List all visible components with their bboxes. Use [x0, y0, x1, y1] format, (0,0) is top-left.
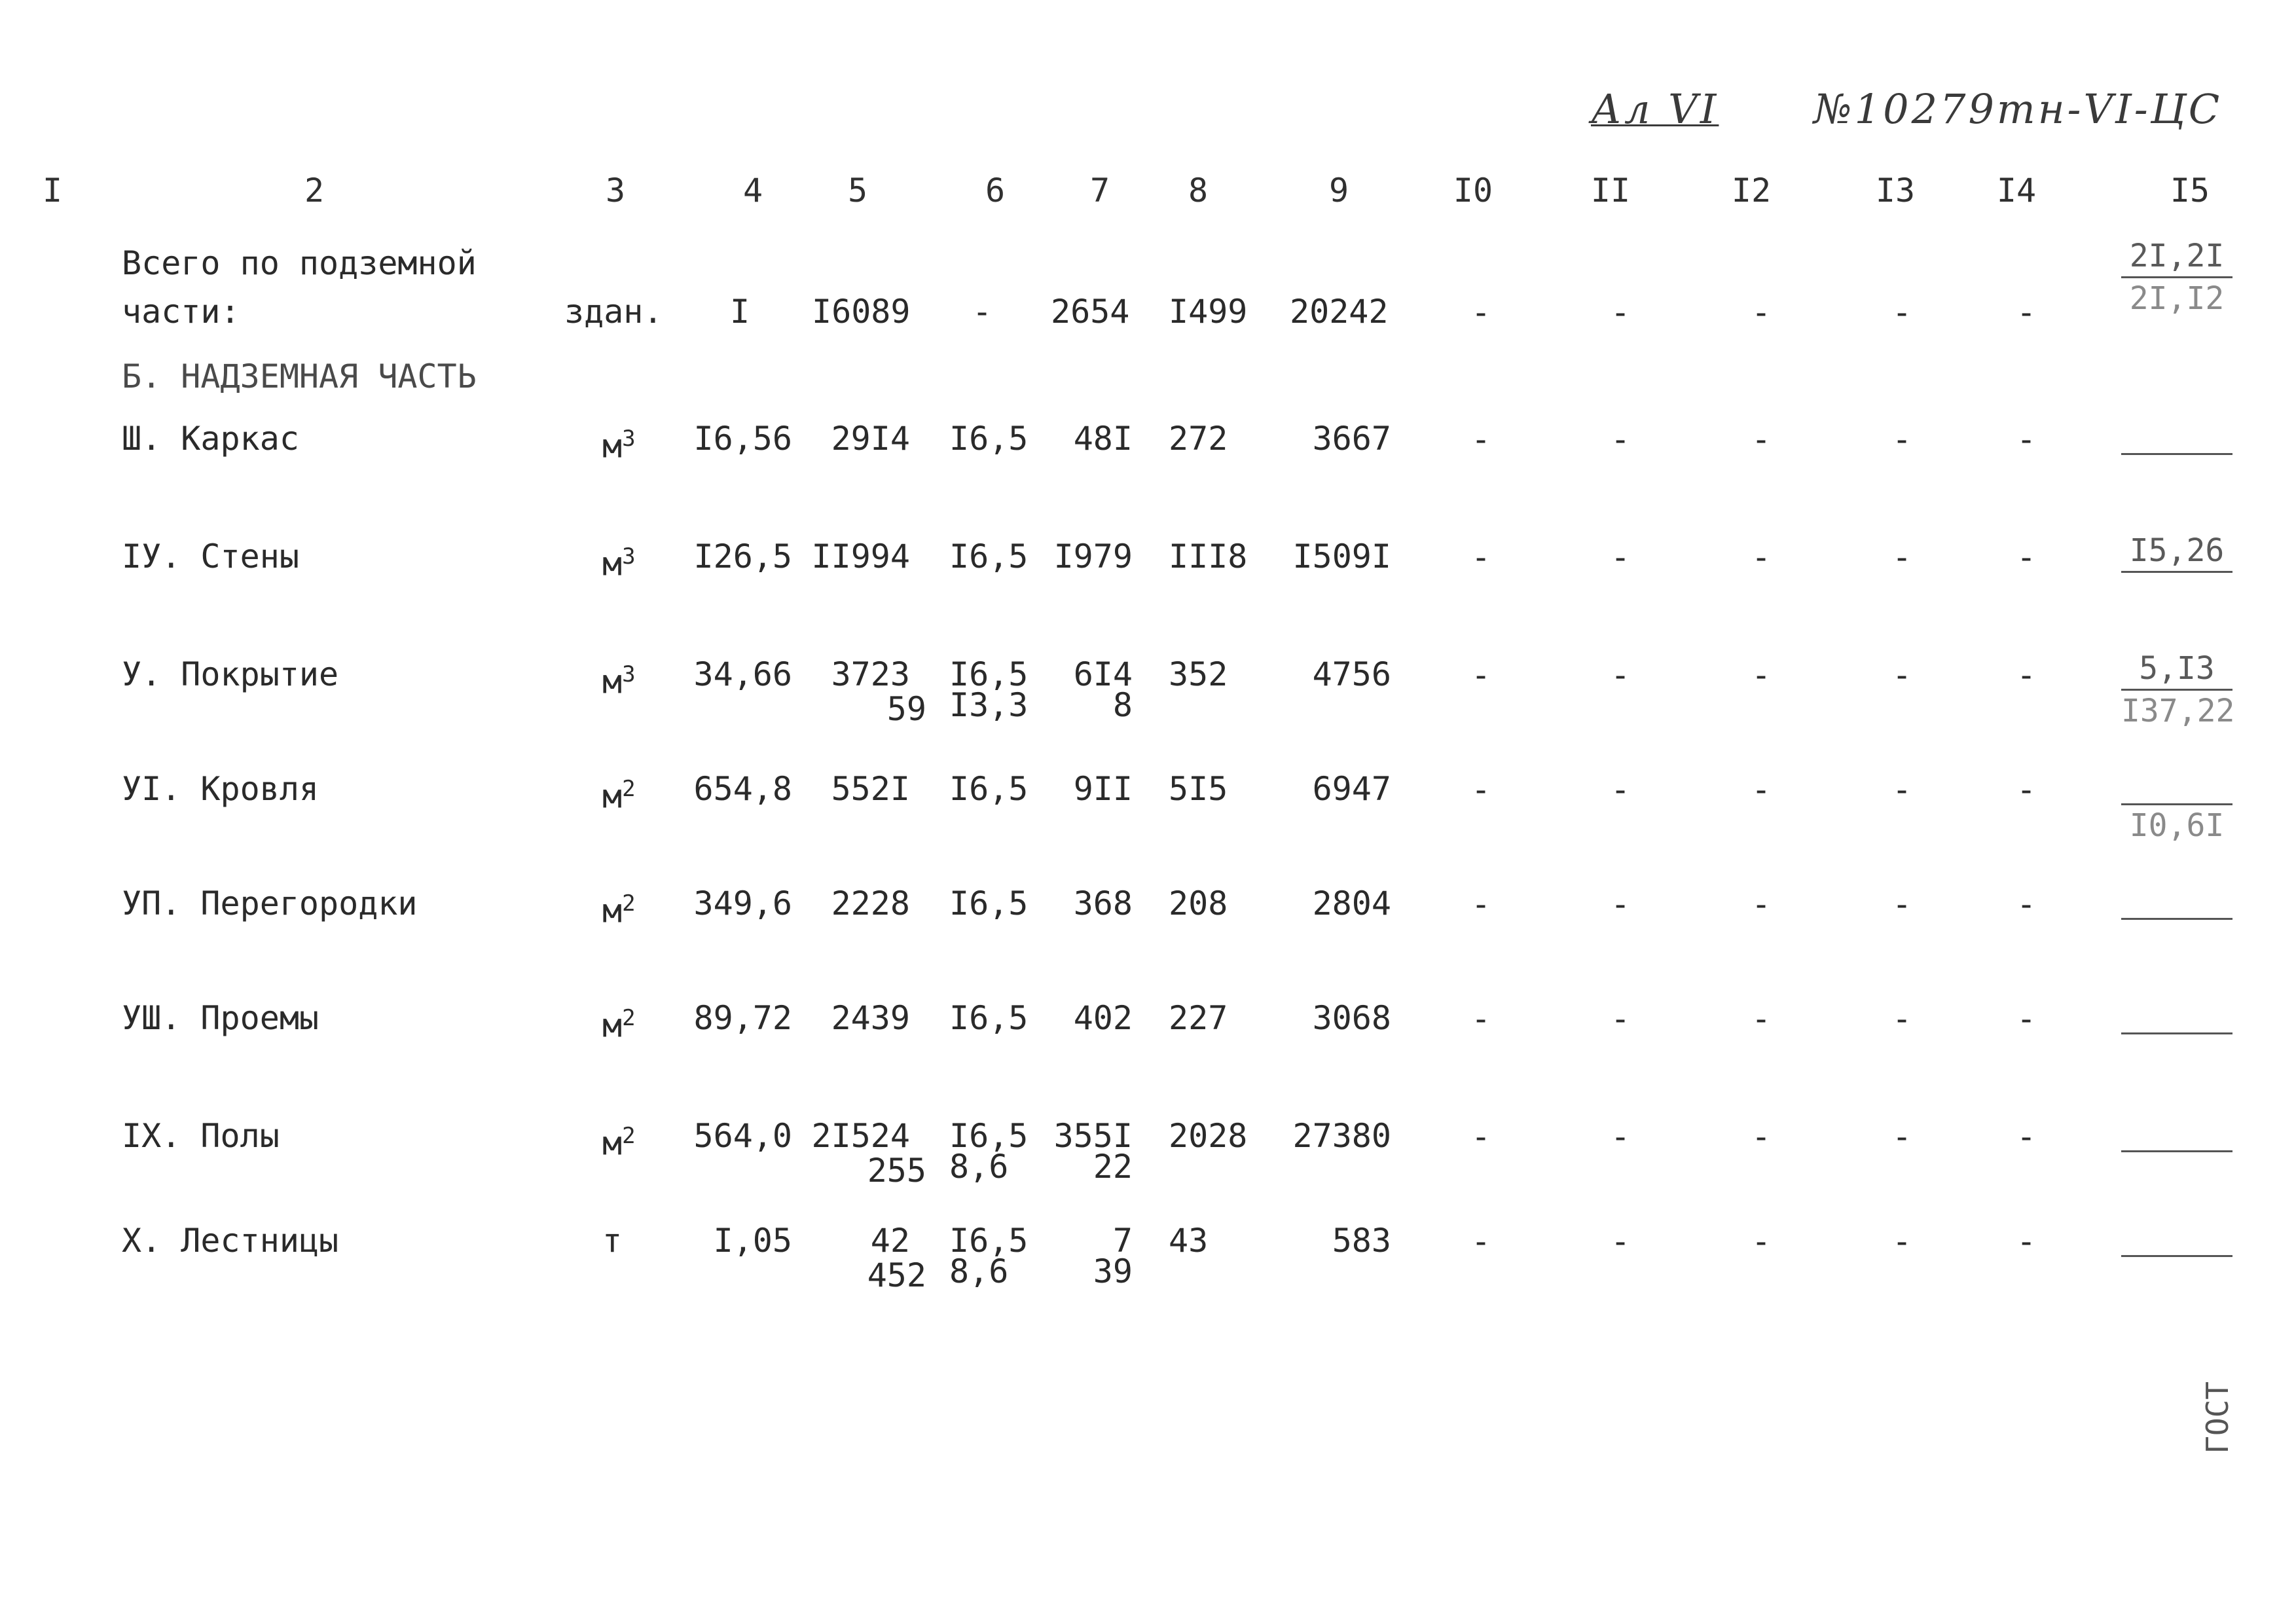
unit-exponent: 3 — [622, 426, 636, 452]
row-dash-12: - — [1751, 1222, 1772, 1260]
doc-number-tail: ЦС — [2150, 85, 2223, 133]
row-c4: I26,5 — [693, 538, 792, 575]
column-header-14: I4 — [1996, 172, 2037, 210]
row-frac-bot — [2121, 1152, 2232, 1193]
unit-exponent: 2 — [622, 1005, 636, 1031]
total-dash-13: - — [1891, 293, 1912, 331]
row-c8: 208 — [1169, 884, 1228, 922]
column-header-3: 3 — [605, 172, 626, 210]
row-unit: $м^3$ — [602, 661, 636, 701]
column-header-2: 2 — [304, 172, 325, 210]
row-dash-12: - — [1751, 771, 1772, 809]
row-label: Х. Лестницы — [122, 1222, 339, 1260]
sheet-mark — [1591, 85, 1719, 151]
row-c7-sub: 39 — [1093, 1252, 1133, 1290]
row-fraction — [2121, 1214, 2232, 1298]
row-frac-bot: I0,6I — [2129, 807, 2225, 844]
row-dash-14: - — [2016, 656, 2037, 694]
total-label-2: части: — [122, 293, 240, 331]
row-label: УШ. Проемы — [122, 999, 319, 1037]
column-header-7: 7 — [1089, 172, 1110, 210]
row-dash-10: - — [1470, 656, 1491, 694]
row-frac-bot — [2121, 1257, 2232, 1298]
unit-exponent: 3 — [622, 661, 636, 687]
row-dash-12: - — [1751, 1118, 1772, 1156]
row-dash-14: - — [2016, 1000, 2037, 1038]
row-fraction — [2121, 530, 2232, 613]
total-dash-11: - — [1610, 293, 1631, 331]
row-c6: I6,5 — [949, 770, 1029, 808]
row-c5: 2I524 — [811, 1117, 910, 1155]
row-unit: $м^2$ — [602, 1123, 636, 1163]
row-c5-sub: 452 — [867, 1256, 926, 1294]
row-dash-12: - — [1751, 885, 1772, 923]
row-c9: 4756 — [1312, 655, 1391, 693]
row-fraction — [2121, 412, 2232, 496]
row-c5: 3723 — [831, 655, 910, 693]
column-header-12: I2 — [1731, 172, 1772, 210]
row-c5-sub: 59 — [886, 690, 926, 728]
row-frac-top — [2121, 877, 2232, 920]
gost-stamp: ГОСТ — [2200, 1381, 2235, 1454]
row-c9: 3068 — [1312, 999, 1391, 1037]
row-c7-sub: 8 — [1112, 686, 1133, 724]
unit-exponent: 2 — [622, 1123, 636, 1149]
row-c5: 552I — [831, 770, 910, 808]
row-dash-13: - — [1891, 420, 1912, 458]
row-frac-top — [2121, 412, 2232, 455]
row-c6-sub: I3,3 — [949, 686, 1029, 724]
row-c6-sub: 8,6 — [949, 1148, 1009, 1186]
row-c9: 27380 — [1292, 1117, 1391, 1155]
row-c7: 48I — [1073, 420, 1133, 458]
row-c6: I6,5 — [949, 538, 1029, 575]
column-header-9: 9 — [1328, 172, 1349, 210]
row-unit: т — [602, 1222, 623, 1260]
row-c6: I6,5 — [949, 655, 1029, 693]
column-header-5: 5 — [847, 172, 868, 210]
row-dash-11: - — [1610, 656, 1631, 694]
total-c6: - — [972, 293, 993, 331]
section-heading: Б. НАДЗЕМНАЯ ЧАСТЬ — [122, 357, 477, 395]
row-c7: 7 — [1112, 1222, 1133, 1260]
unit-exponent: 3 — [622, 543, 636, 570]
row-dash-10: - — [1470, 1118, 1491, 1156]
total-fraction — [2121, 236, 2232, 319]
row-c9: I509I — [1292, 538, 1391, 575]
row-unit: $м^3$ — [602, 543, 636, 583]
row-c7: 368 — [1073, 884, 1133, 922]
row-c4: 349,6 — [693, 884, 792, 922]
row-c9: 6947 — [1312, 770, 1391, 808]
row-frac-top — [2121, 763, 2232, 805]
unit-exponent: 2 — [622, 776, 636, 802]
row-c8: 272 — [1169, 420, 1228, 458]
column-header-13: I3 — [1875, 172, 1916, 210]
total-c8: I499 — [1169, 293, 1248, 331]
row-c7: 9II — [1073, 770, 1133, 808]
row-dash-14: - — [2016, 771, 2037, 809]
row-c7: I979 — [1053, 538, 1133, 575]
row-unit: $м^3$ — [602, 426, 636, 465]
doc-number-main: №10279тн-VI- — [1813, 85, 2151, 133]
row-c8: 227 — [1169, 999, 1228, 1037]
row-fraction — [2121, 763, 2232, 846]
row-fraction — [2121, 877, 2232, 960]
row-c5: II994 — [811, 538, 910, 575]
total-c9: 20242 — [1290, 293, 1389, 331]
row-dash-11: - — [1610, 1000, 1631, 1038]
row-c4: I6,56 — [693, 420, 792, 458]
row-c8: 2028 — [1169, 1117, 1248, 1155]
total-c4: I — [729, 293, 750, 331]
row-frac-top — [2121, 1214, 2232, 1257]
row-c4: 564,0 — [693, 1117, 792, 1155]
row-fraction — [2121, 992, 2232, 1075]
row-dash-10: - — [1470, 1000, 1491, 1038]
row-fraction — [2121, 648, 2235, 731]
row-c5-sub: 255 — [867, 1152, 926, 1190]
row-c4: I,05 — [713, 1222, 792, 1260]
row-dash-10: - — [1470, 771, 1491, 809]
row-c5: 42 — [870, 1222, 910, 1260]
row-frac-bot — [2121, 573, 2232, 613]
column-header-4: 4 — [742, 172, 763, 210]
total-c7: 2654 — [1051, 293, 1130, 331]
row-dash-12: - — [1751, 656, 1772, 694]
row-c4: 654,8 — [693, 770, 792, 808]
row-dash-11: - — [1610, 1222, 1631, 1260]
row-c9: 3667 — [1312, 420, 1391, 458]
row-frac-bot: I37,22 — [2121, 693, 2235, 729]
column-header-15: I5 — [2170, 172, 2210, 210]
doc-number — [1813, 85, 2222, 151]
row-frac-top: 5,I3 — [2121, 648, 2232, 691]
row-unit: $м^2$ — [602, 890, 636, 930]
row-label: IУ. Стены — [122, 538, 299, 575]
row-dash-14: - — [2016, 420, 2037, 458]
row-frac-top — [2121, 1110, 2232, 1152]
row-dash-13: - — [1891, 771, 1912, 809]
row-dash-14: - — [2016, 885, 2037, 923]
row-c8: 352 — [1169, 655, 1228, 693]
column-header-8: 8 — [1188, 172, 1209, 210]
row-c6-sub: 8,6 — [949, 1252, 1009, 1290]
row-c7: 355I — [1053, 1117, 1133, 1155]
row-dash-10: - — [1470, 885, 1491, 923]
row-label: УI. Кровля — [122, 770, 319, 808]
row-frac-bot — [2121, 455, 2232, 496]
row-unit: $м^2$ — [602, 1005, 636, 1045]
row-c4: 89,72 — [693, 999, 792, 1037]
row-c9: 583 — [1332, 1222, 1391, 1260]
total-c5: I6089 — [812, 293, 911, 331]
row-c4: 34,66 — [693, 655, 792, 693]
row-c7: 6I4 — [1073, 655, 1133, 693]
total-frac-bot: 2I,I2 — [2129, 280, 2225, 317]
row-dash-13: - — [1891, 1222, 1912, 1260]
total-dash-10: - — [1470, 293, 1491, 331]
row-dash-11: - — [1610, 771, 1631, 809]
column-header-6: 6 — [985, 172, 1006, 210]
row-frac-top: I5,26 — [2121, 530, 2232, 573]
row-c6: I6,5 — [949, 884, 1029, 922]
row-c7: 402 — [1073, 999, 1133, 1037]
row-dash-11: - — [1610, 420, 1631, 458]
total-dash-14: - — [2016, 293, 2037, 331]
total-dash-12: - — [1751, 293, 1772, 331]
row-dash-13: - — [1891, 1118, 1912, 1156]
row-dash-14: - — [2016, 1222, 2037, 1260]
row-c9: 2804 — [1312, 884, 1391, 922]
row-label: УП. Перегородки — [122, 884, 418, 922]
column-header-11: II — [1590, 172, 1631, 210]
row-dash-14: - — [2016, 538, 2037, 576]
row-dash-11: - — [1610, 1118, 1631, 1156]
row-fraction — [2121, 1110, 2232, 1193]
row-label: У. Покрытие — [122, 655, 339, 693]
row-label: Ш. Каркас — [122, 420, 299, 458]
total-unit: здан. — [564, 293, 663, 331]
row-c8: 5I5 — [1169, 770, 1228, 808]
row-c6: I6,5 — [949, 1222, 1029, 1260]
row-dash-13: - — [1891, 656, 1912, 694]
row-c6: I6,5 — [949, 1117, 1029, 1155]
column-header-10: I0 — [1453, 172, 1493, 210]
row-dash-13: - — [1891, 538, 1912, 576]
row-frac-bot — [2121, 1034, 2232, 1075]
total-frac-top: 2I,2I — [2121, 236, 2232, 278]
row-dash-10: - — [1470, 420, 1491, 458]
row-frac-top — [2121, 992, 2232, 1034]
row-c7-sub: 22 — [1093, 1148, 1133, 1186]
row-dash-11: - — [1610, 538, 1631, 576]
row-c5: 29I4 — [831, 420, 910, 458]
row-dash-10: - — [1470, 1222, 1491, 1260]
column-header-1: I — [42, 172, 63, 210]
row-dash-13: - — [1891, 1000, 1912, 1038]
row-c8: 43 — [1169, 1222, 1209, 1260]
row-dash-12: - — [1751, 1000, 1772, 1038]
row-c5: 2439 — [831, 999, 910, 1037]
row-dash-12: - — [1751, 420, 1772, 458]
row-unit: $м^2$ — [602, 776, 636, 816]
row-c6: I6,5 — [949, 999, 1029, 1037]
row-dash-13: - — [1891, 885, 1912, 923]
sheet-label: Ал VI — [1591, 85, 1719, 133]
row-c5: 2228 — [831, 884, 910, 922]
row-frac-bot — [2121, 920, 2232, 960]
row-c8: III8 — [1169, 538, 1248, 575]
total-label-1: Всего по подземной — [122, 244, 477, 282]
unit-exponent: 2 — [622, 890, 636, 917]
row-label: IX. Полы — [122, 1117, 280, 1155]
row-dash-11: - — [1610, 885, 1631, 923]
row-dash-12: - — [1751, 538, 1772, 576]
row-c6: I6,5 — [949, 420, 1029, 458]
row-dash-10: - — [1470, 538, 1491, 576]
row-dash-14: - — [2016, 1118, 2037, 1156]
